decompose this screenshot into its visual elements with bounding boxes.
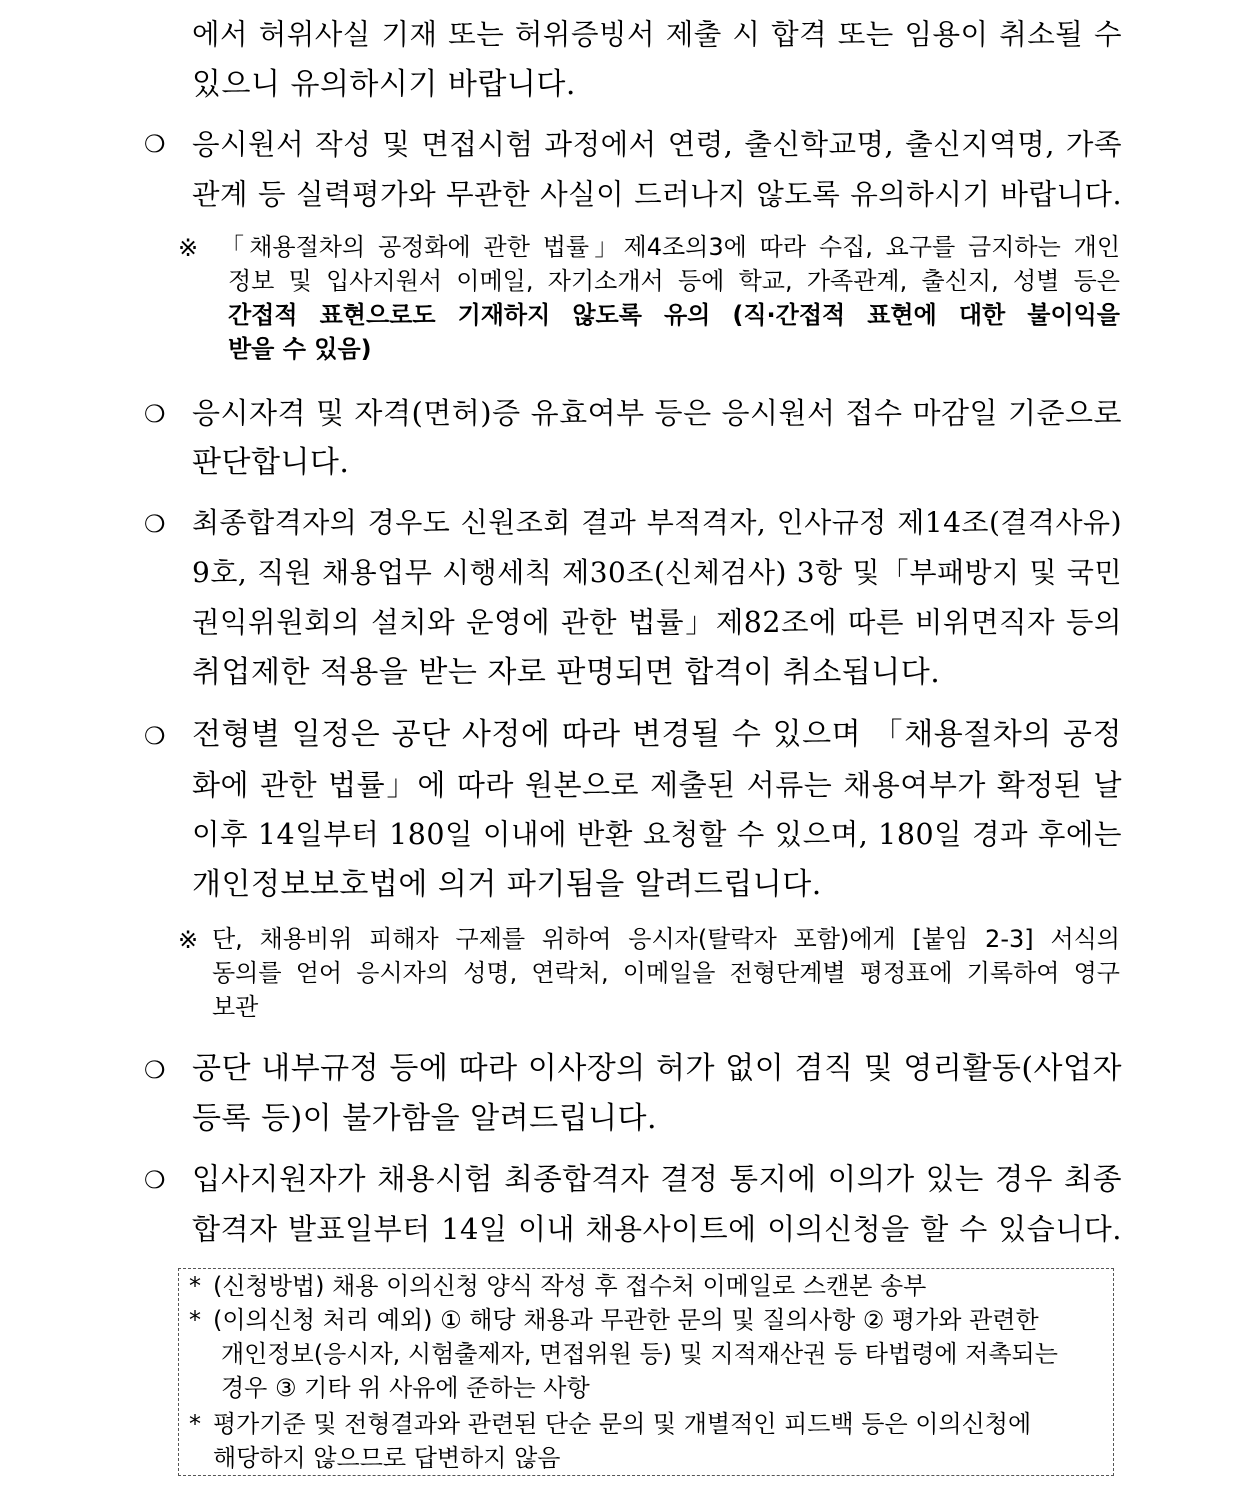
item-5-line-2: 등록 등)이 불가함을 알려드립니다. — [192, 1101, 658, 1136]
item-4-line-1: 전형별 일정은 공단 사정에 따라 변경될 수 있으며 「채용절차의 공정 — [192, 717, 1122, 752]
note-victim-relief — [212, 922, 1120, 1024]
item-4-line-3: 이후 14일부터 180일 이내에 반환 요청할 수 있으며, 180일 경과 후에는 — [192, 818, 1122, 851]
note-1-line-1: 「채용절차의 공정화에 관한 법률」제4조의3에 따라 수집, 요구를 금지하는 개인 — [220, 233, 1120, 261]
item-final-pass-cancel — [192, 498, 1122, 698]
bullet-icon: ❍ — [144, 400, 166, 428]
item-objection — [192, 1154, 1122, 1254]
item-3-line-3: 권익위원회의 설치와 운영에 관한 법률」제82조에 따른 비위면직자 등의 — [192, 606, 1122, 639]
item-4-line-4: 개인정보보호법에 의거 파기됨을 알려드립니다. — [192, 867, 822, 902]
item-6-line-1: 입사지원자가 채용시험 최종합격자 결정 통지에 이의가 있는 경우 최종 — [192, 1162, 1122, 1196]
item-3-line-1: 최종합격자의 경우도 신원조회 결과 부적격자, 인사규정 제14조(결격사유) — [192, 506, 1122, 539]
item-4-line-2: 화에 관한 법률」에 따라 원본으로 제출된 서류는 채용여부가 확정된 날 — [192, 768, 1122, 802]
item-1-line-2: 관계 등 실력평가와 무관한 사실이 드러나지 않도록 유의하시기 바랍니다. — [192, 178, 1122, 211]
reference-mark-icon: ※ — [178, 926, 199, 954]
box-entry-3-line-1: 평가기준 및 전형결과와 관련된 단순 문의 및 개별적인 피드백 등은 이의신청에 — [213, 1410, 1032, 1438]
item-3-line-4: 취업제한 적용을 받는 자로 판명되면 합격이 취소됩니다. — [192, 655, 941, 690]
bullet-icon: ❍ — [144, 130, 166, 158]
asterisk-icon: * — [189, 1410, 201, 1438]
note-1-bold-line-1: 간접적 표현으로도 기재하지 않도록 유의 (직·간접적 표현에 대한 불이익을 — [228, 301, 1120, 329]
item-6-line-2: 합격자 발표일부터 14일 이내 채용사이트에 이의신청을 할 수 있습니다. — [192, 1212, 1122, 1246]
item-2-line-1: 응시자격 및 자격(면허)증 유효여부 등은 응시원서 접수 마감일 기준으로 — [192, 396, 1122, 430]
note-2-line-3: 보관 — [212, 993, 259, 1021]
item-5-line-1: 공단 내부규정 등에 따라 이사장의 허가 없이 겸직 및 영리활동(사업자 — [192, 1051, 1122, 1086]
note-1-line-2: 정보 및 입사지원서 이메일, 자기소개서 등에 학교, 가족관계, 출신지, 성별 등은 — [228, 267, 1120, 295]
bullet-icon: ❍ — [144, 722, 166, 750]
objection-info-box — [178, 1268, 1114, 1476]
bullet-icon: ❍ — [144, 510, 166, 538]
item-qualification — [192, 388, 1122, 488]
item-2-line-2: 판단합니다. — [192, 445, 350, 480]
item-age-school — [192, 120, 1122, 220]
reference-mark-icon: ※ — [178, 234, 199, 262]
asterisk-icon: * — [189, 1306, 201, 1334]
box-entry-2-line-1: (이의신청 처리 예외) ① 해당 채용과 무관한 문의 및 질의사항 ② 평가와 관련한 — [213, 1306, 1039, 1334]
intro-line-2: 있으니 유의하시기 바랍니다. — [192, 67, 576, 102]
intro-line-1: 에서 허위사실 기재 또는 허위증빙서 제출 시 합격 또는 임용이 취소될 수 — [192, 18, 1122, 51]
box-entry-2-line-2: 개인정보(응시자, 시험출제자, 면접위원 등) 및 지적재산권 등 타법령에 저촉되는 — [221, 1340, 1058, 1368]
asterisk-icon: * — [189, 1272, 201, 1300]
box-entry-2-line-3: 경우 ③ 기타 위 사유에 준하는 사항 — [221, 1374, 590, 1402]
box-entry-1-line-1: (신청방법) 채용 이의신청 양식 작성 후 접수처 이메일로 스캔본 송부 — [213, 1272, 927, 1300]
item-3-line-2: 9호, 직원 채용업무 시행세칙 제30조(신체검사) 3항 및「부패방지 및 국민 — [192, 556, 1122, 589]
bullet-icon: ❍ — [144, 1166, 166, 1194]
item-schedule-documents — [192, 710, 1122, 910]
item-side-job — [192, 1044, 1122, 1144]
note-1-bold-line-2: 받을 수 있음) — [228, 335, 372, 363]
intro-paragraph — [192, 10, 1122, 110]
note-fair-hiring-law — [220, 230, 1120, 366]
box-entry-3-line-2: 해당하지 않으므로 답변하지 않음 — [213, 1444, 561, 1472]
item-1-line-1: 응시원서 작성 및 면접시험 과정에서 연령, 출신학교명, 출신지역명, 가족 — [192, 128, 1122, 161]
bullet-icon: ❍ — [144, 1056, 166, 1084]
note-2-line-1: 단, 채용비위 피해자 구제를 위하여 응시자(탈락자 포함)에게 [붙임 2-3] 서식의 — [212, 925, 1120, 953]
note-2-line-2: 동의를 얻어 응시자의 성명, 연락처, 이메일을 전형단계별 평정표에 기록하여 영구 — [212, 959, 1120, 987]
